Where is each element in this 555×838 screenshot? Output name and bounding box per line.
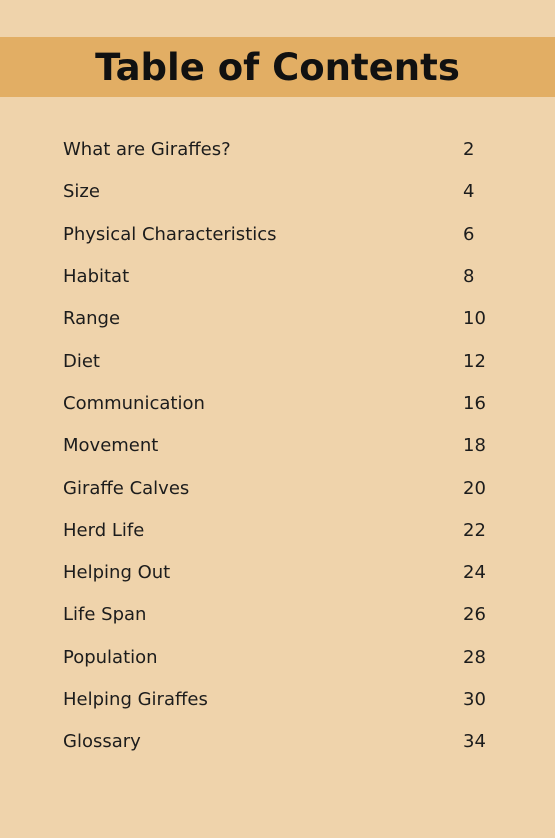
toc-entry-label: Life Span	[63, 604, 147, 626]
toc-entry-page-number: 6	[463, 223, 475, 245]
toc-entry-page-number: 28	[463, 646, 486, 668]
toc-entry-page-number: 22	[463, 519, 486, 541]
toc-entry-label: Movement	[63, 435, 159, 457]
toc-entry-label: Size	[63, 181, 100, 203]
toc-entry-habitat[interactable]	[63, 256, 493, 298]
toc-entry-population[interactable]	[63, 637, 493, 679]
table-of-contents	[63, 139, 493, 763]
page-title: Table of Contents	[95, 45, 460, 89]
toc-entry-page-number: 12	[463, 350, 486, 372]
toc-entry-label: Communication	[63, 392, 205, 414]
toc-entry-label: Helping Giraffes	[63, 689, 208, 710]
toc-entry-life-span[interactable]	[63, 594, 493, 636]
toc-entry-communication[interactable]	[63, 383, 493, 425]
toc-entry-label: Range	[63, 308, 121, 330]
toc-entry-range[interactable]	[63, 298, 493, 340]
toc-entry-page-number: 2	[463, 139, 475, 161]
toc-entry-page-number: 34	[463, 731, 486, 753]
toc-entry-page-number: 26	[463, 604, 486, 626]
toc-entry-label: Glossary	[63, 731, 141, 753]
toc-entry-label: Herd Life	[63, 519, 145, 541]
toc-entry-size[interactable]	[63, 171, 493, 213]
toc-entry-diet[interactable]	[63, 340, 493, 382]
toc-entry-label: Habitat	[63, 266, 130, 288]
toc-entry-label: Population	[63, 646, 158, 668]
toc-entry-page-number: 20	[463, 477, 486, 499]
toc-entry-page-number: 8	[463, 266, 475, 288]
toc-entry-page-number: 16	[463, 392, 486, 414]
toc-entry-label: Helping Out	[63, 562, 171, 584]
toc-entry-page-number: 4	[463, 181, 475, 203]
toc-entry-glossary[interactable]	[63, 721, 493, 763]
toc-entry-what-are-giraffes[interactable]	[63, 129, 493, 171]
toc-entry-helping-out[interactable]	[63, 552, 493, 594]
toc-entry-label: Physical Characteristics	[63, 223, 277, 245]
toc-entry-label: What are Giraffes?	[63, 139, 231, 161]
toc-entry-herd-life[interactable]	[63, 510, 493, 552]
toc-entry-label: Giraffe Calves	[63, 477, 190, 499]
toc-entry-page-number: 18	[463, 435, 486, 457]
toc-entry-movement[interactable]	[63, 425, 493, 467]
toc-entry-page-number: 10	[463, 308, 486, 330]
toc-entry-page-number: 24	[463, 562, 486, 584]
toc-entry-physical-characteristics[interactable]	[63, 214, 493, 256]
toc-entry-page-number: 30	[463, 689, 486, 710]
title-band	[0, 37, 555, 97]
toc-entry-giraffe-calves[interactable]	[63, 467, 493, 509]
toc-entry-helping-giraffes[interactable]	[63, 679, 493, 721]
toc-entry-label: Diet	[63, 350, 100, 372]
